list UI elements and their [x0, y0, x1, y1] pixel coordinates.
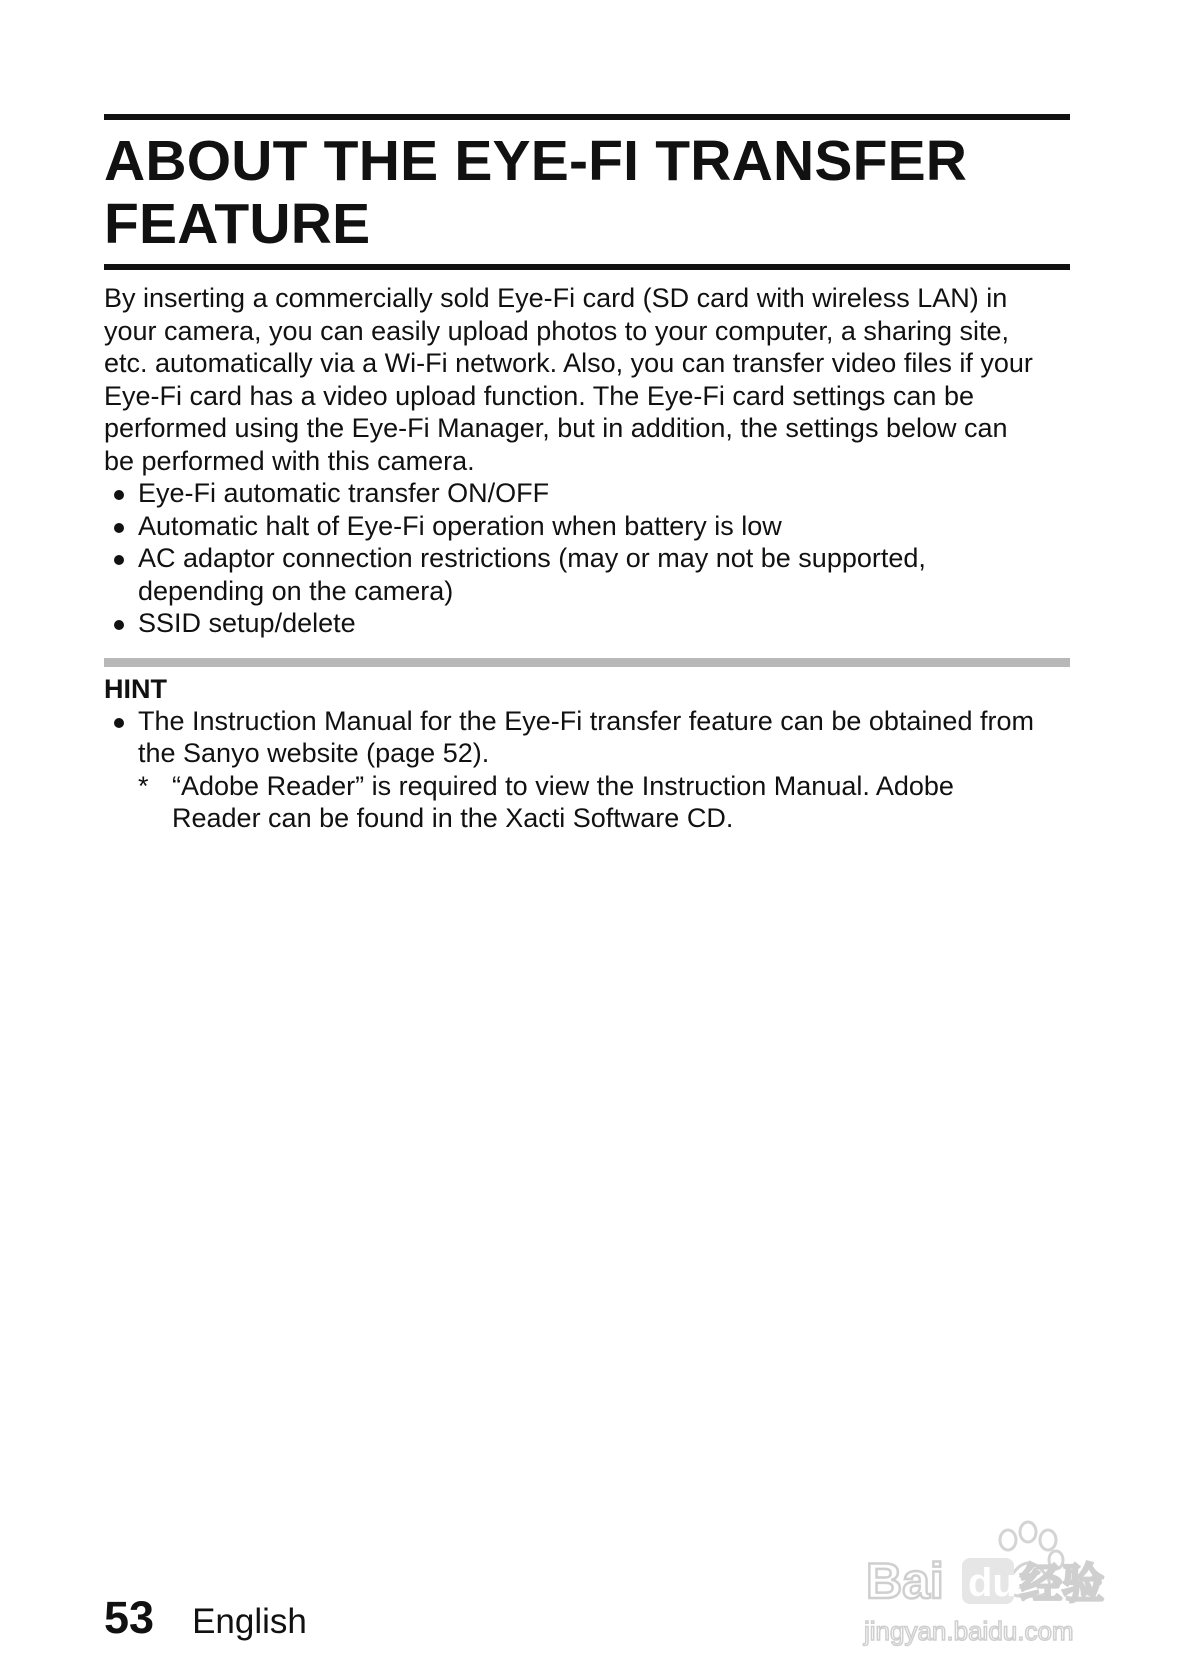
- asterisk-marker: *: [138, 770, 149, 801]
- svg-text:jingyan.baidu.com: jingyan.baidu.com: [864, 1616, 1074, 1646]
- hint-note: [104, 770, 1070, 835]
- list-item-text: Automatic halt of Eye-Fi operation when battery is low: [138, 510, 782, 541]
- page-content: [104, 114, 1070, 835]
- bullet-icon: [114, 718, 124, 728]
- hint-item-text: The Instruction Manual for the Eye-Fi transfer feature can be obtained from: [138, 705, 1034, 736]
- bullet-icon: [114, 555, 124, 565]
- list-item: [104, 607, 1070, 640]
- hint-note-text: Reader can be found in the Xacti Software CD.: [172, 803, 734, 833]
- intro-line: your camera, you can easily upload photos to your computer, a sharing site,: [104, 315, 1010, 346]
- bullet-icon: [114, 490, 124, 500]
- title-bottom-rule: [104, 264, 1070, 270]
- intro-line: etc. automatically via a Wi-Fi network. Also, you can transfer video files if your: [104, 348, 1033, 378]
- svg-text:du: du: [968, 1561, 1017, 1605]
- hint-divider: [104, 658, 1070, 667]
- svg-text:经验: 经验: [1020, 1559, 1105, 1608]
- page-title: [104, 130, 1070, 256]
- intro-line: be performed with this camera.: [104, 445, 475, 476]
- intro-line: Eye-Fi card has a video upload function. The Eye-Fi card settings can be: [104, 380, 974, 411]
- svg-text:Bai: Bai: [866, 1553, 944, 1609]
- bullet-icon: [114, 620, 124, 630]
- title-line: ABOUT THE EYE-FI TRANSFER: [104, 129, 968, 193]
- list-item: [104, 510, 1070, 543]
- baidu-watermark-logo: [858, 1518, 1148, 1658]
- language-label: English: [192, 1602, 307, 1641]
- page-number: 53: [104, 1592, 155, 1643]
- bullet-icon: [114, 523, 124, 533]
- hint-item-text: the Sanyo website (page 52).: [138, 738, 490, 768]
- list-item: [104, 542, 1070, 607]
- intro-paragraph: [104, 282, 1070, 477]
- list-item-text: Eye-Fi automatic transfer ON/OFF: [138, 478, 550, 508]
- feature-list: [104, 477, 1070, 640]
- page-footer: [104, 1592, 307, 1644]
- title-line: FEATURE: [104, 192, 371, 256]
- hint-heading: HINT: [104, 673, 167, 704]
- list-item-text: SSID setup/delete: [138, 608, 356, 638]
- hint-item: [104, 705, 1070, 770]
- list-item-text: AC adaptor connection restrictions (may or may not be supported,: [138, 543, 926, 573]
- title-top-rule: [104, 114, 1070, 120]
- list-item-text: depending on the camera): [138, 575, 454, 606]
- intro-line: By inserting a commercially sold Eye-Fi card (SD card with wireless LAN) in: [104, 283, 1008, 313]
- intro-line: performed using the Eye-Fi Manager, but in addition, the settings below can: [104, 413, 1008, 443]
- list-item: [104, 477, 1070, 510]
- hint-note-text: “Adobe Reader” is required to view the Instruction Manual. Adobe: [172, 770, 954, 801]
